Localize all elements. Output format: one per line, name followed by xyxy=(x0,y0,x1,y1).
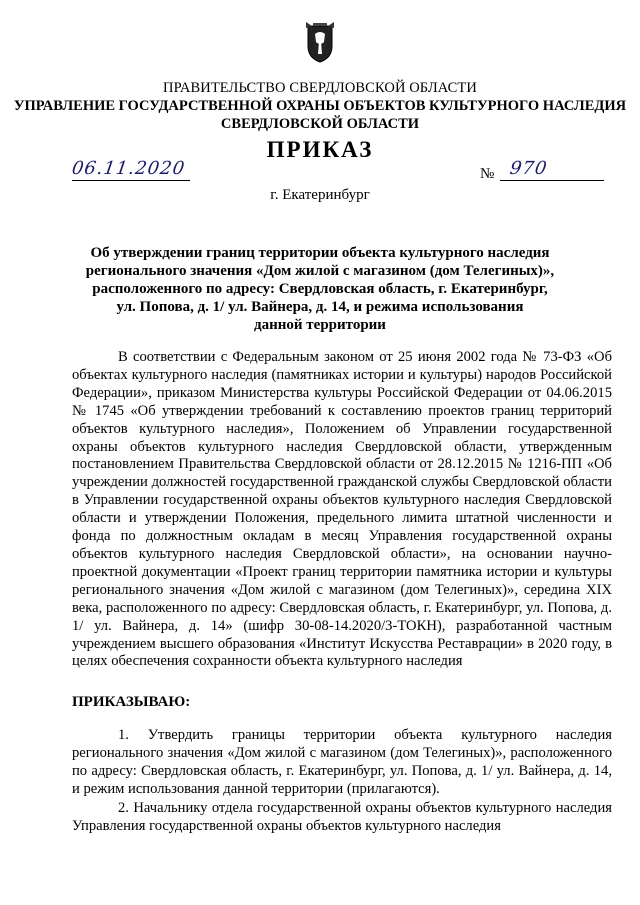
department-name xyxy=(0,97,640,133)
orders-heading: ПРИКАЗЫВАЮ: xyxy=(72,694,191,710)
subject-line-5: данной территории xyxy=(254,317,386,333)
city: г. Екатеринбург xyxy=(270,187,370,203)
preamble-paragraph: В соответствии с Федеральным законом от 25 июня 2002 года № 73-ФЗ «Об объектах культурного наследия (памятниках истории и культуры) народов Российской Федерации», приказом Министерства культуры Российской Федерации от 04.06.2015 № 1745 «Об утверждении требований к составлению проектов границ территорий объектов культурного наследия», Положением об Управлении государственной охраны объектов культурного наследия Свердловской области, утвержденным постановлением Правительства Свердловской области от 28.12.2015 № 1216-ПП «Об учреждении должностей государственной гражданской службы Свердловской области в Управлении государственной охраны объектов культурного наследия Свердловской области и утверждении Положения, предельного лимита штатной численности и фонда по должностным окладам в месяц Управления государственной охраны объектов культурного наследия Свердловской области», на основании научно-проектной документации «Проект границ территории памятника истории и культуры регионального значения «Дом жилой с магазином (дом Телегиных)», середина XIX века, расположенного по адресу: Свердловская область, г. Екатеринбург, ул. Попова, д. 1/ ул. Вайнера, д. 14» (шифр 30-08-14.2020/3-ТОКН), разработанной частным учреждением высшего образования «Институт Искусства Реставрации» в 2020 году, в целях обеспечения сохранности объекта культурного наследия xyxy=(72,349,612,670)
date-field xyxy=(72,158,190,181)
subject-title xyxy=(0,244,640,334)
subject-line-3: расположенного по адресу: Свердловская область, г. Екатеринбург, xyxy=(92,281,548,297)
department-line-1: УПРАВЛЕНИЕ ГОСУДАРСТВЕННОЙ ОХРАНЫ ОБЪЕКТОВ КУЛЬТУРНОГО НАСЛЕДИЯ xyxy=(13,98,627,114)
government-name: ПРАВИТЕЛЬСТВО СВЕРДЛОВСКОЙ ОБЛАСТИ xyxy=(163,80,477,96)
order-item-2: 2. Начальнику отдела государственной охраны объектов культурного наследия Управления государственной охраны объектов культурного наследия xyxy=(72,800,612,834)
department-line-2: СВЕРДЛОВСКОЙ ОБЛАСТИ xyxy=(220,116,420,132)
subject-line-2: регионального значения «Дом жилой с магазином (дом Телегиных)», xyxy=(85,263,555,279)
subject-line-4: ул. Попова, д. 1/ ул. Вайнера, д. 14, и режима использования xyxy=(116,299,524,315)
subject-line-1: Об утверждении границ территории объекта культурного наследия xyxy=(90,245,550,261)
coat-of-arms-icon xyxy=(302,20,338,64)
date-value: 06.11.2020 xyxy=(70,158,187,179)
number-value: 970 xyxy=(508,158,549,179)
order-item-1: 1. Утвердить границы территории объекта культурного наследия регионального значения «Дом жилой с магазином (дом Телегиных)», расположенного по адресу: Свердловская область, г. Екатеринбург, ул. Попова, д. 1/ ул. Вайнера, д. 14, и режим использования данной территории (прилагаются). xyxy=(72,727,612,797)
number-label: № xyxy=(480,166,495,182)
number-field xyxy=(500,158,604,181)
document-title: ПРИКАЗ xyxy=(266,137,374,162)
